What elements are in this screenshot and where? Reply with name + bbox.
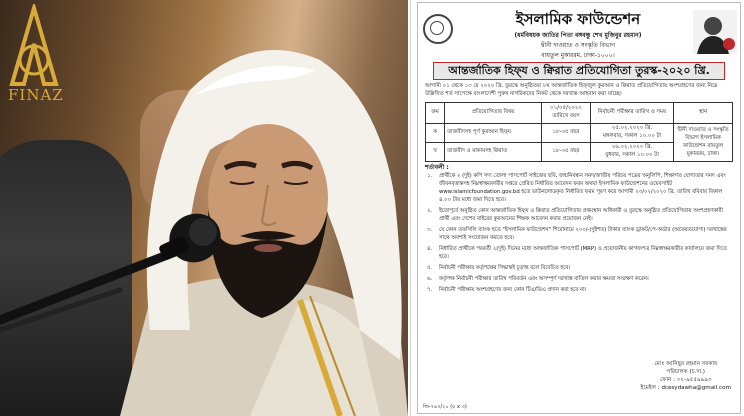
table-row	[426, 124, 733, 143]
watermark-text: FINAZ	[8, 86, 64, 104]
table-header: ক্রম	[426, 103, 445, 124]
table-header: নির্বাচনী পরীক্ষার তারিখ ও সময়	[591, 103, 674, 124]
list-item	[425, 245, 733, 261]
signature-phone: ফোন : ০২-৯৫৫৯৯৯৩	[660, 377, 712, 383]
list-item	[425, 286, 733, 294]
row-number: খ	[426, 143, 445, 162]
org-subtitle: (ধর্মবিষয়ক জাতির পিতা বঙ্গবন্ধু শেখ মুজিবুর রহমান)	[514, 32, 642, 39]
condition-text: নির্বাচনী পরীক্ষায় অংশগ্রহণের জন্য কোন টিএ/ডিএ প্রদান করা হবে না।	[439, 287, 587, 293]
condition-number: ১.	[427, 173, 433, 179]
row-date-day: ২৫.০২.২০২০ খ্রি.	[611, 125, 653, 131]
table-header: প্রতিযোগিতার বিষয়	[445, 103, 542, 124]
condition-text: নির্ধারিত প্রার্থীকে পরবর্তী ২(দুই) দিনের মধ্যে আন্তর্জাতিক পাসপোর্ট (MRP) ও প্রয়োজনীয় কাগজপত্র নিম্নস্বাক্ষরকারীর কার্যালয়ে জমা দিতে হবে।	[439, 246, 727, 260]
table-header-row	[426, 103, 733, 124]
table-header: স্থান	[674, 103, 733, 124]
org-department: দ্বীনী দাওয়াত ও সংস্কৃতি বিভাগ	[541, 42, 615, 49]
condition-text: নির্বাচনী পরীক্ষার কর্তৃপক্ষের সিদ্ধান্তই চূড়ান্ত বলে বিবেচিত হবে।	[439, 265, 571, 271]
conditions-list	[425, 172, 733, 297]
signature-block	[641, 360, 731, 392]
reference-number: জি-৭৯৭/২০ (৫ x ৩)	[423, 404, 467, 410]
row-date-time: বুধবার, সকাল ১০.০০ টা	[605, 152, 659, 158]
condition-text: যে কোন তফসিলি ব্যাংক হতে "ইসলামিক ফাউন্ডেশন" শিরোনামে ২০০/-(দুইশত) টাকার ব্যাংক ড্রাফট/পে-অর্ডার (অফেরতযোগ্য) দরখাস্তের সাথে অবশ্যই সংযোজন করতে হবে।	[439, 227, 727, 241]
row-date	[591, 143, 674, 162]
row-number: ক	[426, 124, 445, 143]
signature-name: মোঃ আনিছুর রহমান সরকার	[654, 361, 718, 367]
row-subject: তাজবীদ ও মাকামসহ ক্বিরাত	[445, 143, 542, 162]
competition-table	[425, 102, 733, 162]
notice-document	[410, 0, 744, 416]
row-date	[591, 124, 674, 143]
list-item	[425, 172, 733, 204]
condition-text: কর্তৃপক্ষ নির্বাচনী পরীক্ষার তারিখ পরিবর্তন এবং অসম্পূর্ণ দরখাস্ত বাতিল করার ক্ষমতা সংরক্ষণ করেন।	[439, 276, 649, 282]
row-subject: তাজবীদসহ পূর্ণ কুরআন হিফ্‌য	[445, 124, 542, 143]
signature-email: ইমেইল : dcesydawha@gmail.com	[640, 385, 731, 391]
condition-number: ৩.	[427, 227, 433, 233]
row-date-time: মঙ্গলবার, সকাল ১০.০০ টা	[602, 133, 662, 139]
condition-text: প্রার্থীকে ২ (দুই) কপি সদ্য তোলা পাসপোর্ট সাইজের ছবি, জন্মনিবন্ধন সনদ/জাতীয় পরিচয় পত্রের অনুলিপি, শিক্ষাগত যোগ্যতার সনদ এবং জীবনবৃত্তান্তসহ নিম্নস্বাক্ষরকারীর দপ্তরে প্রেরিত নির্ধারিত আবেদন ফরম অথবা ইসলামিক ফাউন্ডেশনের ওয়েবসাইট www.islamicfoundation.gov.bd হতে ডাউনলোডকৃত নির্ধারিত ফরম পূরণ করে আগামী ২৩/০২/২০২০ খ্রি. তারিখ রবিবার বিকাল ৪.০০ টার মধ্যে জমা দিতে হবে।	[439, 173, 726, 203]
notice-title: আন্তর্জাতিক হিফ্‌য ও ক্বিরাত প্রতিযোগিতা তুরস্ক-২০২০ খ্রি.	[433, 62, 725, 80]
row-place: দ্বীনী দাওয়াত ও সংস্কৃতি বিভাগ ইসলামিক ফাউন্ডেশন বায়তুল মুকাররম, ঢাকা।	[674, 124, 733, 162]
condition-number: ৫.	[427, 265, 433, 271]
organization-name: ইসলামিক ফাউন্ডেশন	[515, 10, 641, 28]
table-header: ০১/০৫/২০২০ তারিখে বয়স	[542, 103, 591, 124]
notice-intro: আগামী ০১ থেকে ১৩ মে ২০২০ খ্রি. তুরস্কে অনুষ্ঠিতব্য ৮ম আন্তর্জাতিক হিফ্‌জুল কুরআন ও ক্বিরাত প্রতিযোগিতায় অংশগ্রহণের জন্য নিম্নে উল্লিখিত শর্ত সাপেক্ষে বাংলাদেশী পুরুষ নাগরিকদের নিকট থেকে দরখাস্ত আহবান করা যাচ্ছে।	[425, 83, 718, 97]
signature-title: পরিচালক (চ.দা.)	[666, 369, 705, 375]
list-item	[425, 264, 733, 272]
list-item	[425, 275, 733, 283]
condition-number: ২.	[427, 208, 433, 214]
row-date-day: ২৬.০২.২০২০ খ্রি.	[611, 144, 653, 150]
condition-number: ৬.	[427, 276, 433, 282]
list-item	[425, 226, 733, 242]
org-address: বায়তুল মুকাররম, ঢাকা-১০০০।	[541, 52, 615, 59]
row-age: ১৮-৩৫ বছর	[542, 124, 591, 143]
condition-number: ৪.	[427, 246, 433, 252]
conditions-title: শর্তাবলী :	[425, 164, 449, 171]
condition-number: ৭.	[427, 287, 433, 293]
row-age: ১৮-৩৫ বছর	[542, 143, 591, 162]
condition-text: ইতোপূর্বে অনুষ্ঠিত কোন আন্তর্জাতিক হিফ্‌য ও ক্বিরাত প্রতিযোগিতায় প্রথমস্থান অধিকারী ও তুরস্কে অনুষ্ঠিত প্রতিযোগিতায় অংশগ্রহণকারী প্রার্থী এবং দেশের বাইরের কুরআনের শিক্ষক আবেদন করার প্রয়োজন নেই।	[439, 208, 723, 222]
list-item	[425, 207, 733, 223]
